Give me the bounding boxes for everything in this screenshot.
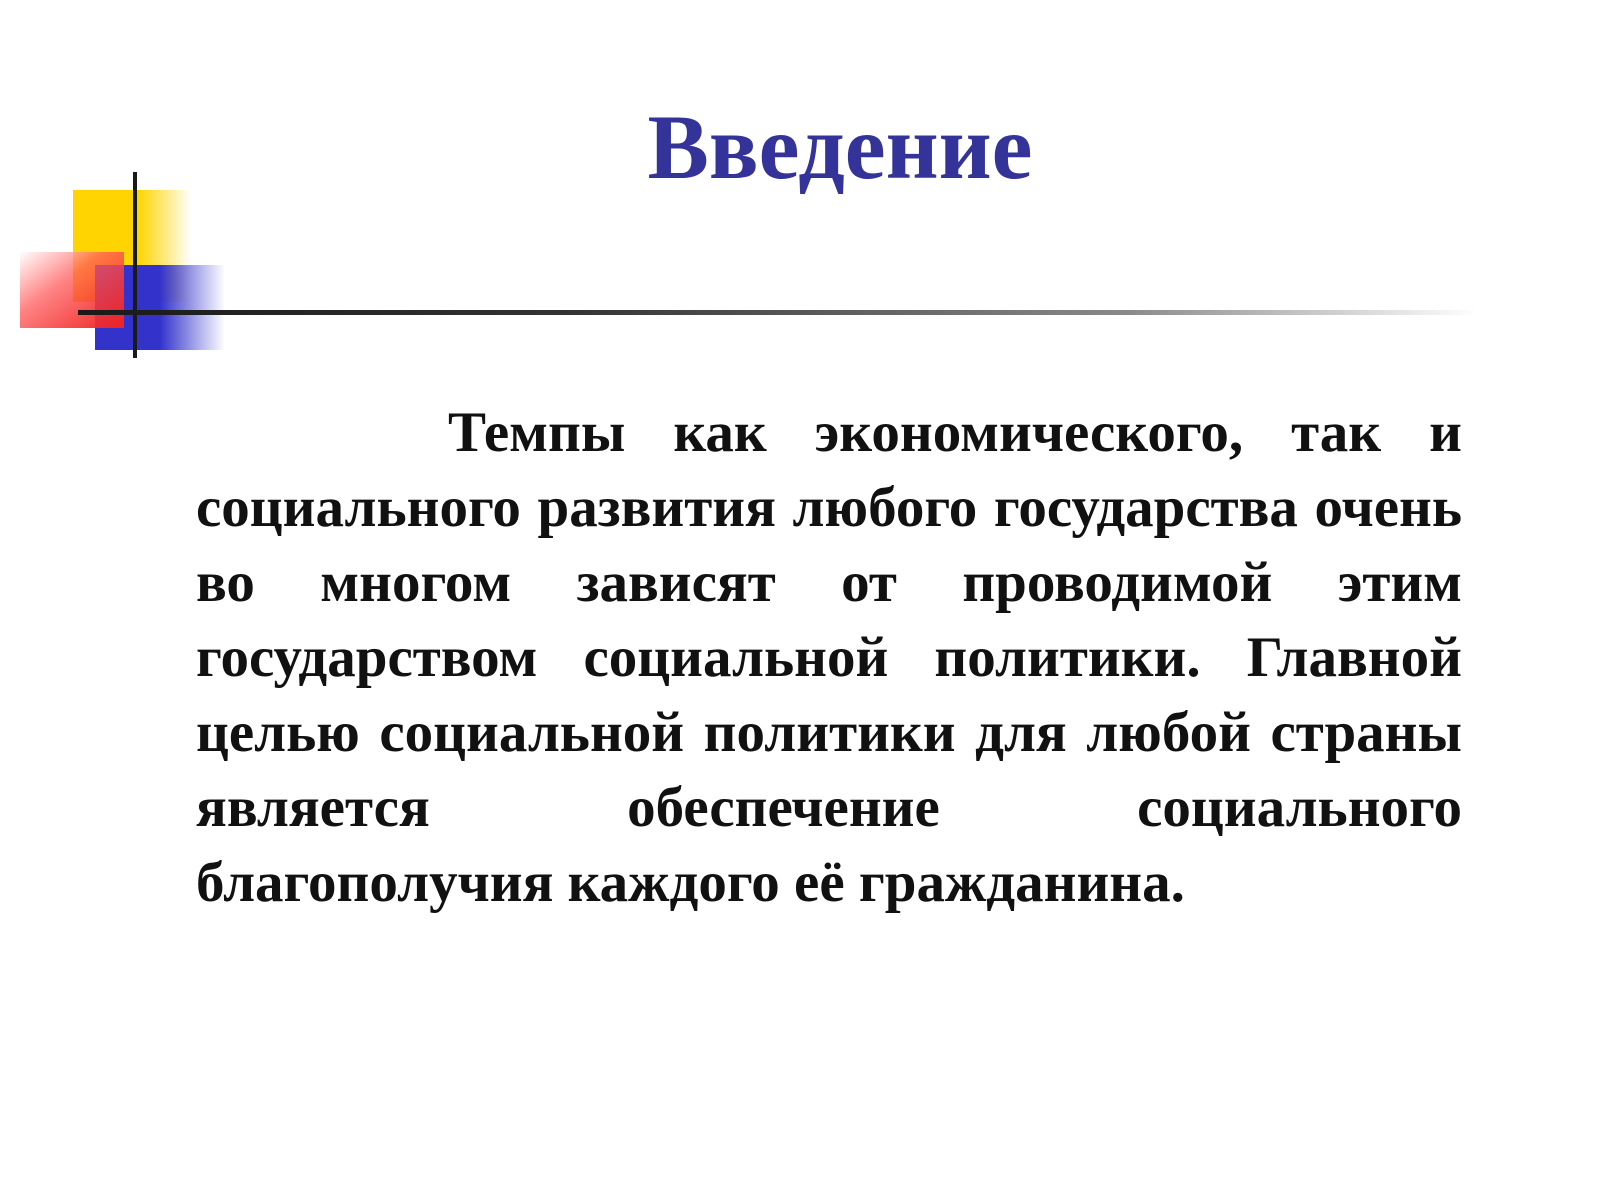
horizontal-divider-line xyxy=(78,310,1478,315)
yellow-square xyxy=(73,190,191,302)
blue-square xyxy=(95,265,225,350)
red-square xyxy=(20,252,124,328)
slide-body-text: Темпы как экономического, так и социального развития любого государства очень во многом зависят от проводимой этим государством социальной политики. Главной целью социальной политики для любой страны является обеспечение социального благополучия каждого её гражданина. xyxy=(196,401,1462,914)
vertical-divider-line xyxy=(133,172,137,358)
slide-title: Введение xyxy=(647,96,1033,198)
